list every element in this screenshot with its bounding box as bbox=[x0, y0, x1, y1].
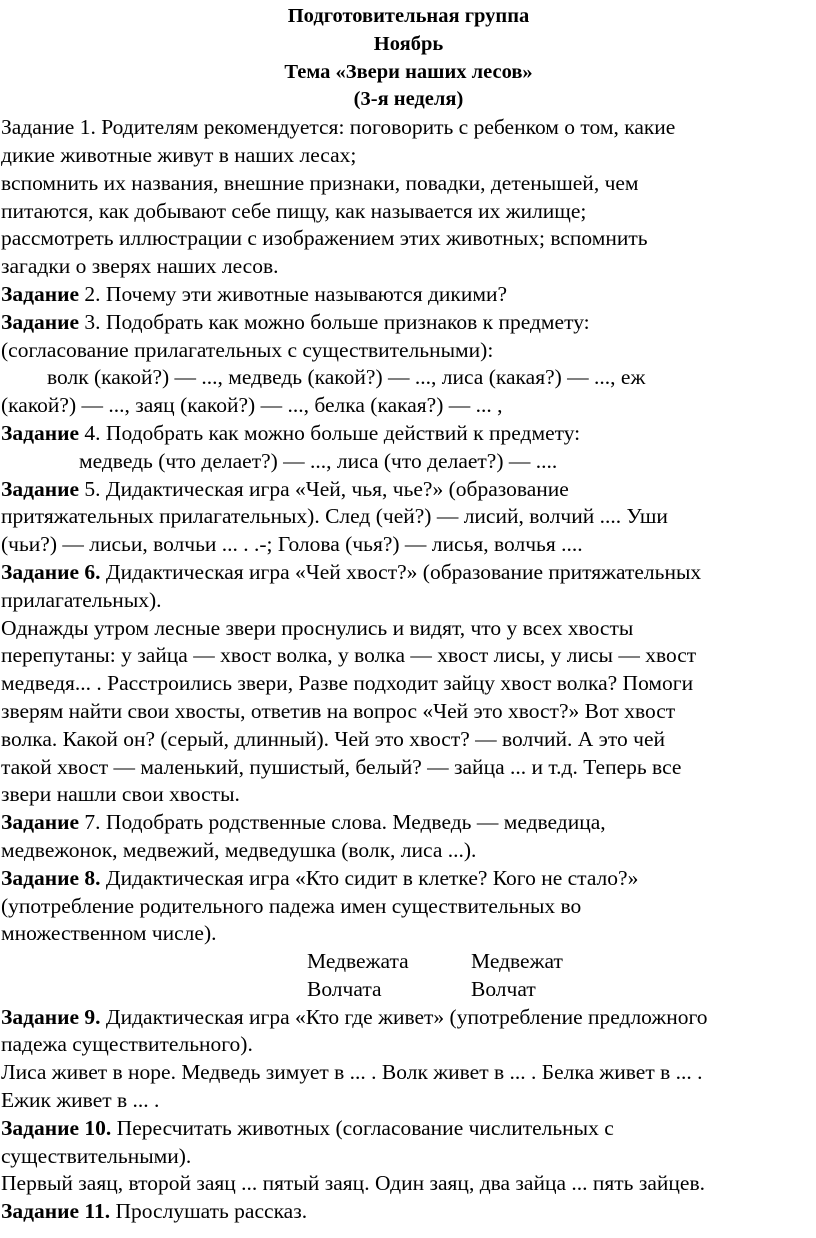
task10-line3: Первый заяц, второй заяц ... пятый заяц. Один заяц, два зайца ... пять зайцев. bbox=[1, 1171, 705, 1196]
task8-label: Задание 8. bbox=[1, 865, 101, 890]
task7-label: Задание bbox=[1, 810, 80, 835]
task8-cell: Медвежата bbox=[307, 949, 409, 974]
task6-story-line3: медведя... . Расстроились звери, Разве подходит зайцу хвост волка? Помоги bbox=[1, 671, 694, 696]
task1-text: Родителям рекомендуется: поговорить с ребенком о том, какие bbox=[95, 115, 676, 140]
task6-story-line4: зверям найти свои хвосты, ответив на вопрос «Чей это хвост?» Вот хвост bbox=[1, 698, 676, 723]
task6-story-line5: волка. Какой он? (серый, длинный). Чей это хвост? — волчий. А это чей bbox=[1, 726, 666, 751]
task1-label: Задание 1. bbox=[1, 115, 96, 140]
header-week-line: (3-я неделя) bbox=[353, 88, 464, 111]
task2-line bbox=[1, 281, 816, 309]
task9-label: Задание 9. bbox=[1, 1004, 101, 1029]
task8-table-row bbox=[1, 976, 816, 1004]
task8-line2: (употребление родительного падежа имен существительных во bbox=[1, 893, 582, 918]
task6-story-line1: Однажды утром лесные звери проснулись и видят, что у всех хвосты bbox=[1, 615, 634, 640]
task6-label: Задание 6. bbox=[1, 559, 101, 584]
task6-line2: прилагательных). bbox=[1, 587, 162, 612]
task8-line3: множественном числе). bbox=[1, 921, 217, 946]
task9-line1 bbox=[1, 1004, 816, 1032]
task6-line1 bbox=[1, 559, 816, 587]
task5-label: Задание bbox=[1, 476, 80, 501]
task5-line2: притяжательных прилагательных). След (чей?) — лисий, волчий .... Уши bbox=[1, 504, 668, 529]
task9-text: Дидактическая игра «Кто где живет» (употребление предложного bbox=[100, 1004, 708, 1029]
task4-line1 bbox=[1, 420, 816, 448]
task1-line2: дикие животные живут в наших лесах; bbox=[1, 142, 357, 167]
task2-label: Задание bbox=[1, 281, 80, 306]
task8-line1 bbox=[1, 865, 816, 893]
task9-line2: падежа существительного). bbox=[1, 1032, 253, 1057]
task1-line6: загадки о зверях наших лесов. bbox=[1, 254, 279, 279]
task11-label: Задание 11. bbox=[1, 1199, 111, 1224]
task8-table-row bbox=[1, 948, 816, 976]
task6-story-line7: звери нашли свои хвосты. bbox=[1, 782, 240, 807]
header-group-line: Подготовительная группа bbox=[287, 5, 530, 27]
task1-line3: вспомнить их названия, внешние признаки, повадки, детенышей, чем bbox=[1, 170, 639, 195]
task1-line4: питаются, как добывают себе пищу, как называется их жилище; bbox=[1, 198, 587, 223]
task2-text: 2. Почему эти животные называются дикими? bbox=[79, 281, 508, 306]
task11-line bbox=[1, 1198, 816, 1226]
task1-line5: рассмотреть иллюстрации с изображением этих животных; вспомнить bbox=[1, 226, 648, 251]
task6-story-line2: перепутаны: у зайца — хвост волка, у волка — хвост лисы, у лисы — хвост bbox=[1, 643, 697, 668]
task5-line1 bbox=[1, 476, 816, 504]
header-topic-line: Тема «Звери наших лесов» bbox=[284, 60, 533, 83]
task8-cell: Медвежат bbox=[471, 949, 563, 974]
task6-text: Дидактическая игра «Чей хвост?» (образование притяжательных bbox=[100, 559, 702, 584]
task8-text: Дидактическая игра «Кто сидит в клетке? Кого не стало?» bbox=[100, 865, 639, 890]
task3-text: 3. Подобрать как можно больше признаков к предмету: bbox=[79, 309, 590, 334]
task5-line3: (чьи?) — лисьи, волчьи ... . .-; Голова (чья?) — лисья, волчья .... bbox=[1, 532, 583, 557]
task11-text: Прослушать рассказ. bbox=[110, 1199, 308, 1224]
task8-cell: Волчата bbox=[307, 976, 382, 1001]
task7-line2: медвежонок, медвежий, медведушка (волк, лиса ...). bbox=[1, 837, 477, 862]
task10-text: Пересчитать животных (согласование числительных с bbox=[111, 1115, 614, 1140]
task3-line2: (согласование прилагательных с существительными): bbox=[1, 337, 494, 362]
task6-story-line6: такой хвост — маленький, пушистый, белый? — зайца ... и т.д. Теперь все bbox=[1, 754, 682, 779]
task3-label: Задание bbox=[1, 309, 80, 334]
task7-text: 7. Подобрать родственные слова. Медведь — медведица, bbox=[79, 810, 606, 835]
task3-line1 bbox=[1, 309, 816, 337]
task5-text: 5. Дидактическая игра «Чей, чья, чье?» (образование bbox=[79, 476, 569, 501]
task4-label: Задание bbox=[1, 420, 80, 445]
task4-text: 4. Подобрать как можно больше действий к предмету: bbox=[79, 420, 581, 445]
task3-line3: волк (какой?) — ..., медведь (какой?) — ..., лиса (какая?) — ..., еж bbox=[47, 365, 646, 390]
header-month-line: Ноябрь bbox=[373, 32, 444, 55]
task4-line2: медведь (что делает?) — ..., лиса (что делает?) — .... bbox=[79, 448, 558, 473]
task7-line1 bbox=[1, 809, 816, 837]
task10-line2: существительными). bbox=[1, 1143, 192, 1168]
task10-label: Задание 10. bbox=[1, 1115, 112, 1140]
task10-line1 bbox=[1, 1115, 816, 1143]
task1-line1 bbox=[1, 114, 816, 142]
task9-line4: Ежик живет в ... . bbox=[1, 1088, 160, 1113]
task9-line3: Лиса живет в норе. Медведь зимует в ... . Волк живет в ... . Белка живет в ... . bbox=[1, 1060, 703, 1085]
task8-cell: Волчат bbox=[471, 976, 536, 1001]
task3-line4: (какой?) — ..., заяц (какой?) — ..., белка (какая?) — ... , bbox=[1, 393, 503, 418]
